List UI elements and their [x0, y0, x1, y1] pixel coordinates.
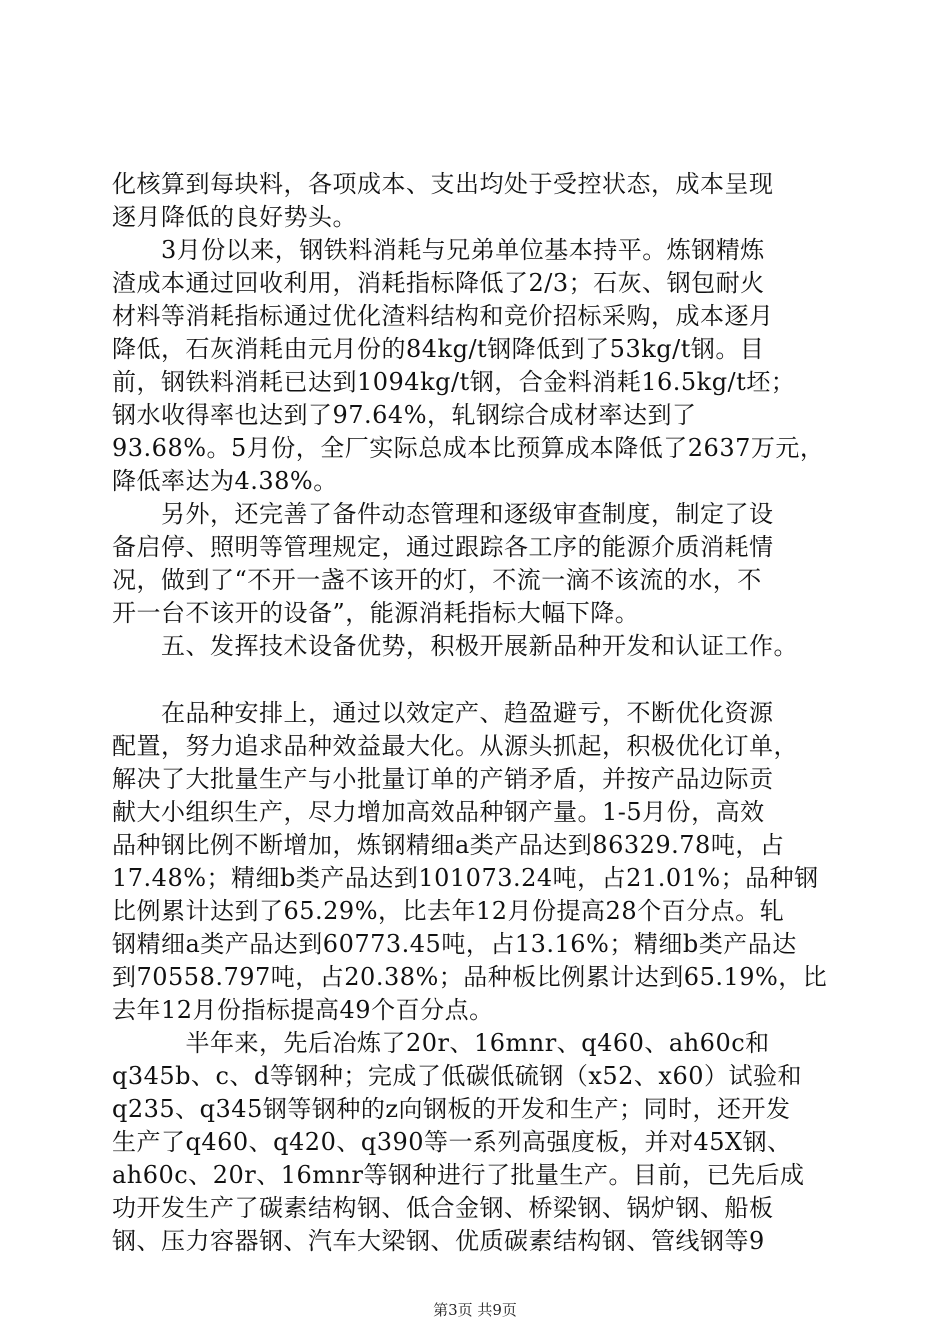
page-number-footer: 第3页 共9页 [433, 1301, 517, 1319]
paragraph-cost-accounting [112, 168, 842, 234]
heading-line: 五、发挥技术设备优势，积极开展新品种开发和认证工作。 [112, 632, 798, 660]
text-line: 生产了q460、q420、q390等一系列高强度板，并对45X钢、 [112, 1128, 792, 1156]
text-line: q345b、c、d等钢种；完成了低碳低硫钢（x52、x60）试验和 [112, 1062, 802, 1090]
text-line: 献大小组织生产，尽力增加高效品种钢产量。1-5月份，高效 [112, 798, 765, 826]
text-line: 品种钢比例不断增加，炼钢精细a类产品达到86329.78吨，占 [112, 831, 785, 859]
text-line: 93.68%。5月份，全厂实际总成本比预算成本降低了2637万元， [112, 434, 825, 462]
text-line: 钢、压力容器钢、汽车大梁钢、优质碳素结构钢、管线钢等9 [112, 1227, 765, 1255]
text-line: 到70558.797吨，占20.38%；品种板比例累计达到65.19%，比 [112, 963, 828, 991]
text-line: ah60c、20r、16mnr等钢种进行了批量生产。目前，已先后成 [112, 1161, 805, 1189]
text-line: 解决了大批量生产与小批量订单的产销矛盾，并按产品边际贡 [112, 765, 774, 793]
text-line: 在品种安排上，通过以效定产、趋盈避亏，不断优化资源 [112, 699, 774, 727]
text-line: 半年来，先后冶炼了20r、16mnr、q460、ah60c和 [112, 1029, 770, 1057]
text-line: 功开发生产了碳素结构钢、低合金钢、桥梁钢、锅炉钢、船板 [112, 1194, 774, 1222]
text-line: 渣成本通过回收利用，消耗指标降低了2/3；石灰、钢包耐火 [112, 269, 765, 297]
text-line: 另外，还完善了备件动态管理和逐级审查制度，制定了设 [112, 500, 774, 528]
text-line: 化核算到每块料，各项成本、支出均处于受控状态，成本呈现 [112, 170, 774, 198]
section-heading [112, 630, 842, 663]
text-line: 降低，石灰消耗由元月份的84kg/t钢降低到了53kg/t钢。目 [112, 335, 765, 363]
text-line: 况，做到了“不开一盏不该开的灯，不流一滴不该流的水，不 [112, 566, 762, 594]
text-line: 3月份以来，钢铁料消耗与兄弟单位基本持平。炼钢精炼 [112, 236, 765, 264]
text-line: 比例累计达到了65.29%，比去年12月份提高28个百分点。轧 [112, 897, 785, 925]
paragraph-product-mix [112, 697, 842, 1027]
document-body [112, 168, 842, 1258]
text-line: 开一台不该开的设备”，能源消耗指标大幅下降。 [112, 599, 640, 627]
text-line: 备启停、照明等管理规定，通过跟踪各工序的能源介质消耗情 [112, 533, 774, 561]
paragraph-energy-management [112, 498, 842, 630]
text-line: 配置，努力追求品种效益最大化。从源头抓起，积极优化订单， [112, 732, 798, 760]
text-line: 前，钢铁料消耗已达到1094kg/t钢，合金料消耗16.5kg/t坯； [112, 368, 796, 396]
text-line: 逐月降低的良好势头。 [112, 203, 357, 231]
text-line: 去年12月份指标提高49个百分点。 [112, 996, 494, 1024]
paragraph-new-grades [112, 1027, 842, 1258]
text-line: 钢精细a类产品达到60773.45吨，占13.16%；精细b类产品达 [112, 930, 797, 958]
text-line: q235、q345钢等钢种的z向钢板的开发和生产；同时，还开发 [112, 1095, 791, 1123]
paragraph-consumption-metrics [112, 234, 842, 498]
text-line: 钢水收得率也达到了97.64%，轧钢综合成材率达到了 [112, 401, 697, 429]
text-line: 材料等消耗指标通过优化渣料结构和竞价招标采购，成本逐月 [112, 302, 774, 330]
text-line: 降低率达为4.38%。 [112, 467, 338, 495]
text-line: 17.48%；精细b类产品达到101073.24吨，占21.01%；品种钢 [112, 864, 819, 892]
